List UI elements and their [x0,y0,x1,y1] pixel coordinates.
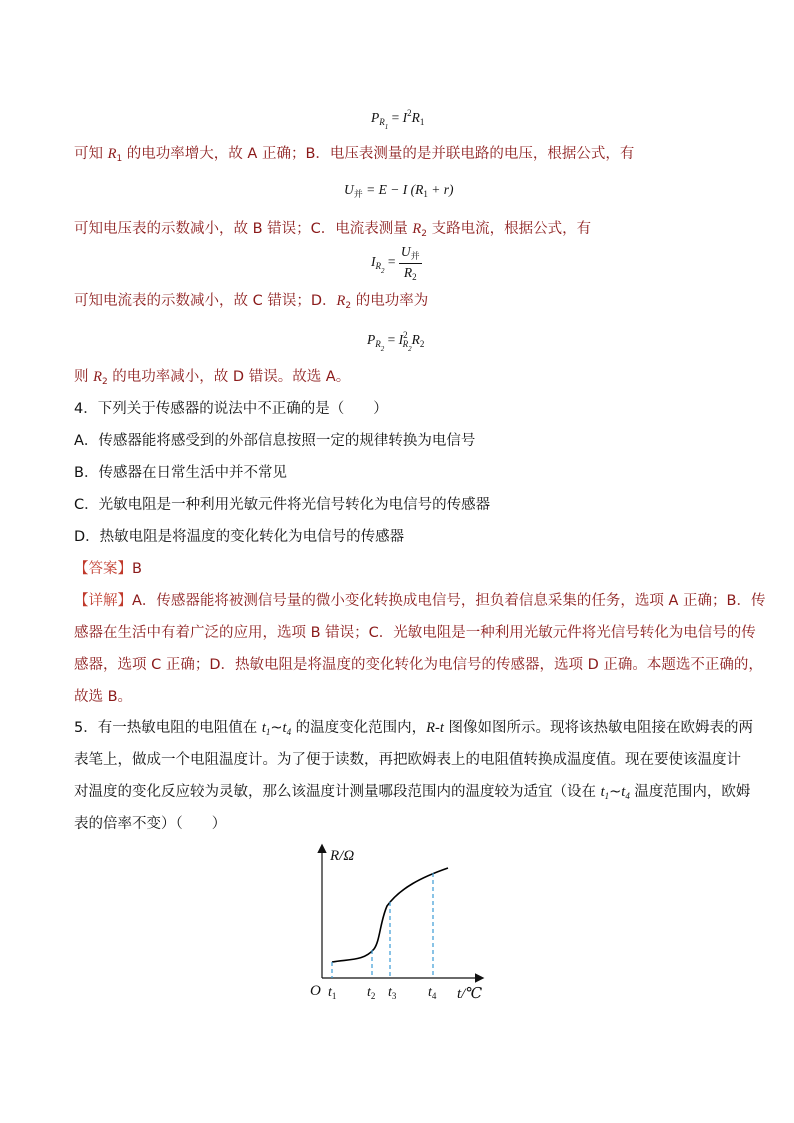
question-4-option-c: C．光敏电阻是一种利用光敏元件将光信号转化为电信号的传感器 [74,497,491,513]
solution-line-3: 可知电流表的示数减小，故 C 错误；D．$R_2$ 的电功率为 [74,293,429,311]
tick-t3: $t_3$ [388,985,397,1001]
tick-t1: $t_1$ [328,985,337,1001]
question-4-option-b: B．传感器在日常生活中并不常见 [74,465,287,481]
equation-current-r2: $I_{R_2}$ = $\frac{U_并}{R_2}$ [371,244,420,282]
equation-power-r2: $P_{R_2} = I^2_{R_2}R_2$ [367,330,425,353]
x-tick-labels [328,985,437,1001]
answer-line [74,559,142,579]
tick-t2: $t_2$ [367,985,376,1001]
question-5-line-4: 表的倍率不变）（ ） [74,816,227,832]
question-5-line-2: 表笔上，做成一个电阻温度计。为了便于读数，再把欧姆表上的电阻值转换成温度值。现在要使该温度计 [74,752,741,768]
question-5-line-3: 对温度的变化反应较为灵敏，那么该温度计测量哪段范围内的温度较为适宜（设在 $t_1\sim t_4$ 温度范围内，欧姆 [74,784,751,801]
tick-t4: $t_4$ [428,985,437,1001]
origin-label: O [310,983,321,999]
question-5-line-1: 5．有一热敏电阻的电阻值在 $t_1\sim t_4$ 的温度变化范围内，R-t 图像如图所示。现将该热敏电阻接在欧姆表的两 [74,720,753,737]
equation-power-r1: $P_{R_1} = I^2R_1$ [371,108,425,131]
x-axis-label: t/℃ [457,986,483,1002]
fraction: $\frac{U_并}{R_2}$ [400,244,420,282]
question-4-stem: 4．下列关于传感器的说法中不正确的是（ ） [74,401,388,417]
y-axis-label: R/Ω [330,848,355,864]
detail-line-1: 【详解】A．传感器能将被测信号量的微小变化转换成电信号，担负着信息采集的任务，选项 A 正确；B．传 [74,593,766,609]
equation-voltage: $U_并 = E - I$ $(R_1 + r)$ [344,182,454,199]
solution-line-2: 可知电压表的示数减小，故 B 错误；C．电流表测量 $R_2$ 支路电流，根据公式，有 [74,221,592,239]
question-4-option-a: A．传感器能将感受到的外部信息按照一定的规律转换为电信号 [74,433,476,449]
solution-line-4: 则 $R_2$ 的电功率减小，故 D 错误。故选 A。 [74,369,351,387]
question-4-option-d: D．热敏电阻是将温度的变化转化为电信号的传感器 [74,529,405,545]
rt-graph [300,838,500,1008]
detail-label: 【详解】 [74,593,132,609]
answer-value: B [132,561,142,577]
dashed-guides [332,873,433,978]
solution-line-1: 可知 $R_1$ 的电功率增大，故 A 正确；B．电压表测量的是并联电路的电压，根据公式，有 [74,146,635,164]
detail-line-3: 感器，选项 C 正确；D．热敏电阻是将温度的变化转化为电信号的传感器，选项 D 正确。本题选不正确的， [74,657,763,673]
detail-line-4: 故选 B。 [74,689,133,705]
answer-label: 【答案】 [74,561,132,577]
detail-line-2: 感器在生活中有着广泛的应用，选项 B 错误；C．光敏电阻是一种利用光敏元件将光信号转化为电信号的传 [74,625,756,641]
